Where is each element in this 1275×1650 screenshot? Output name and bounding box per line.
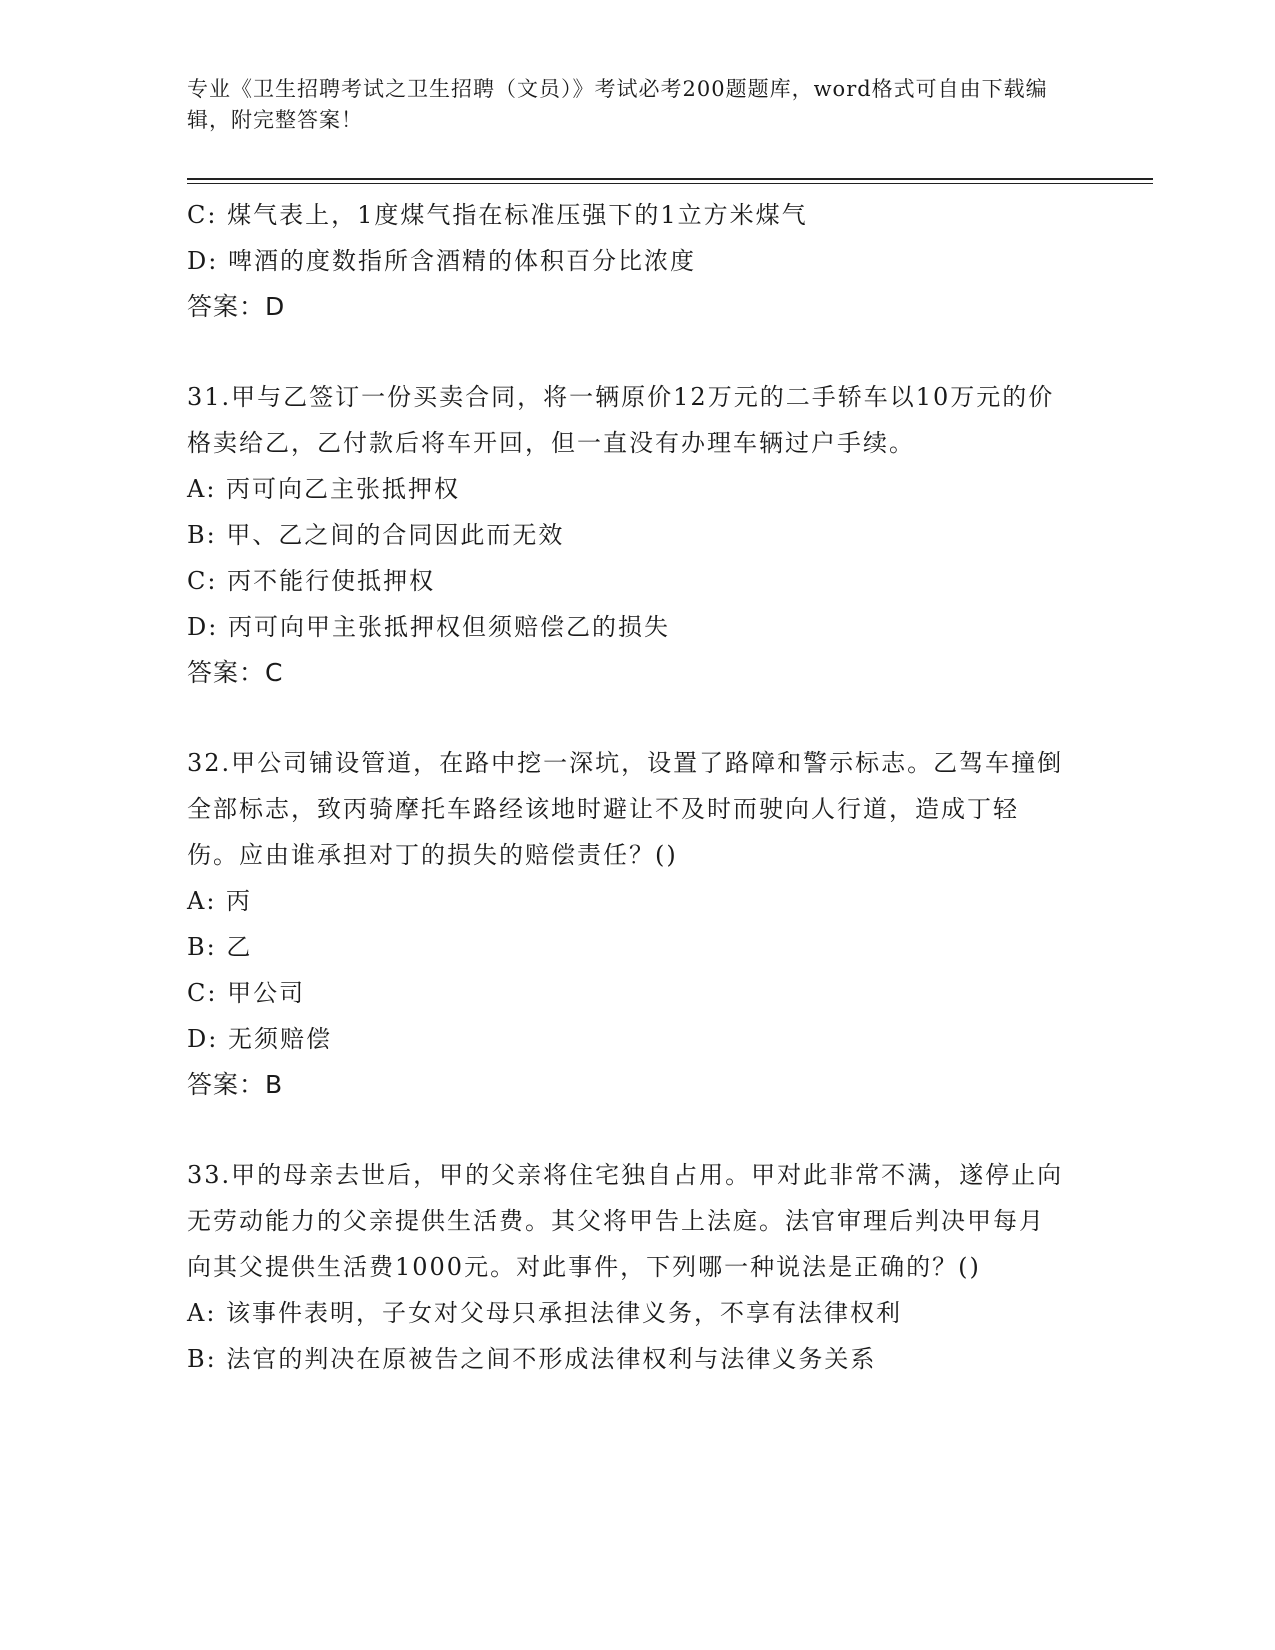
- option-a: A: 丙可向乙主张抵押权: [187, 475, 461, 503]
- question-continued: [187, 192, 1067, 330]
- question-32: [187, 740, 1067, 1108]
- option-b: B: 甲、乙之间的合同因此而无效: [187, 521, 565, 549]
- option-d: D: 丙可向甲主张抵押权但须赔偿乙的损失: [187, 613, 670, 641]
- header-rule-thick: [187, 178, 1153, 180]
- header-text: 专业《卫生招聘考试之卫生招聘（文员）》考试必考200题题库，word格式可自由下载编辑，附完整答案！: [187, 77, 1048, 132]
- answer-line: 答案：B: [187, 1070, 284, 1099]
- header-rule-thin: [187, 183, 1153, 184]
- option-c: C: 甲公司: [187, 979, 306, 1007]
- option-a: A: 该事件表明，子女对父母只承担法律义务，不享有法律权利: [187, 1299, 903, 1327]
- answer-line: 答案：D: [187, 292, 286, 321]
- document-header: [187, 74, 1067, 136]
- answer-line: 答案：C: [187, 658, 284, 687]
- option-a: A: 丙: [187, 887, 253, 915]
- option-d: D: 无须赔偿: [187, 1025, 332, 1053]
- option-b: B: 乙: [187, 933, 253, 961]
- option-c: C: 丙不能行使抵押权: [187, 567, 436, 595]
- option-d: D: 啤酒的度数指所含酒精的体积百分比浓度: [187, 247, 696, 275]
- question-33: [187, 1152, 1067, 1382]
- question-stem: 31.甲与乙签订一份买卖合同，将一辆原价12万元的二手轿车以10万元的价格卖给乙，乙付款后将车开回，但一直没有办理车辆过户手续。: [187, 383, 1055, 457]
- option-c: C: 煤气表上，1度煤气指在标准压强下的1立方米煤气: [187, 201, 808, 229]
- question-31: [187, 374, 1067, 696]
- question-stem: 32.甲公司铺设管道，在路中挖一深坑，设置了路障和警示标志。乙驾车撞倒全部标志，致丙骑摩托车路经该地时避让不及时而驶向人行道，造成丁轻伤。应由谁承担对丁的损失的赔偿责任？(): [187, 749, 1064, 869]
- question-stem: 33.甲的母亲去世后，甲的父亲将住宅独自占用。甲对此非常不满，遂停止向无劳动能力的父亲提供生活费。其父将甲告上法庭。法官审理后判决甲每月向其父提供生活费1000元。对此事件，下列哪一种说法是正确的？(): [187, 1161, 1064, 1281]
- option-b: B: 法官的判决在原被告之间不形成法律权利与法律义务关系: [187, 1345, 877, 1373]
- document-body: [187, 192, 1067, 1382]
